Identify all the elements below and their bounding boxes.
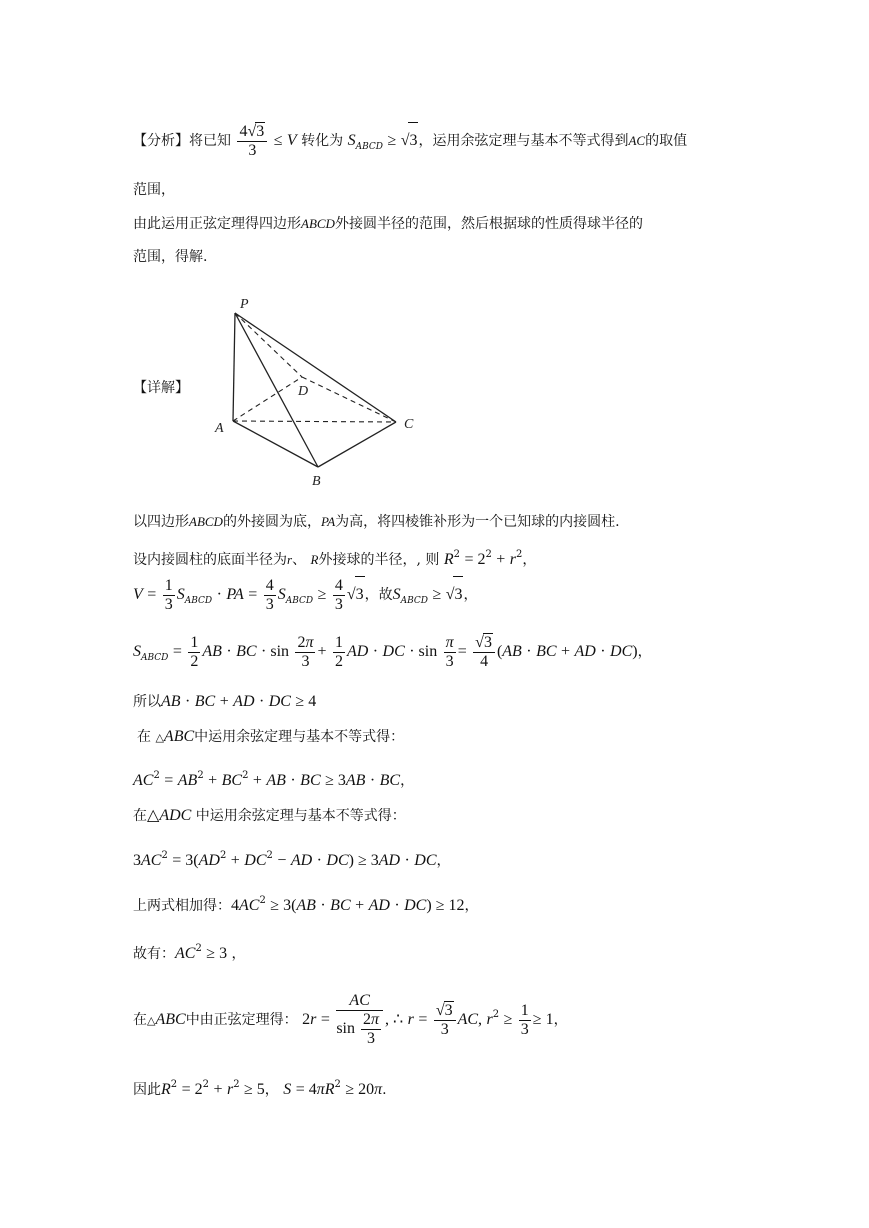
solution-line-1 (133, 512, 620, 532)
vertex-label-A: A (215, 421, 224, 436)
R-label: R (310, 552, 319, 567)
solution-line-9: $3AC^2 = 3(AD^2 + DC^2$ − AD · DC) ≥ 3AD · DC， (133, 850, 451, 869)
solution-text: 所以 (133, 694, 161, 710)
solution-line-11: 故有：$AC^2 \ge 3$ ， (133, 943, 246, 962)
detail-label: 【详解】 (133, 380, 189, 396)
solution-text: ， (553, 1012, 568, 1028)
pyramid-figure (210, 292, 430, 490)
analysis-line-1: 【分析】将已知 $\frac{4√3}{3}$ ≤ V 转化为 $S_{ABCD} \ge √3$，运用余弦定理与基本不等式得到AC的取值 (133, 123, 688, 159)
analysis-text: 的取值 (645, 133, 688, 149)
vertex-label-D: D (298, 384, 309, 399)
edge-PA (233, 313, 235, 421)
solution-line-5: 所以AB · BC + AD · DC ≥ 4 (133, 693, 317, 710)
solution-text: ， (400, 773, 415, 789)
solution-text: 因此 (133, 1082, 161, 1098)
solution-text: 在 (137, 729, 151, 745)
solution-text: ， (637, 644, 652, 660)
r-label: r (287, 552, 293, 567)
analysis-text: 外接圆半径的范围，然后根据球的性质得球半径的 (334, 216, 643, 232)
solution-text: ，故 (364, 587, 393, 603)
solution-line-12: 在△ABC中由正弦定理得： 2r = AC sin $\frac{2\pi}{3}$ , ∴ r = $\frac{√3}{3}$ AC, $r^2$ ≥ $\frac{1}{3}$ ≥ 1， (133, 992, 568, 1047)
analysis-text: ，运用余弦定理与基本不等式得到 (418, 133, 629, 149)
solution-text: . (382, 1082, 387, 1098)
edge-AD (233, 377, 302, 421)
edge-AC (233, 421, 396, 422)
solution-line-6: 在 △ABC中运用余弦定理与基本不等式得： (137, 728, 405, 745)
solution-text: ， (463, 587, 478, 603)
solution-text: 、 (292, 552, 307, 568)
pa-label: PA (320, 514, 336, 529)
analysis-line-2: 范围， (133, 182, 175, 198)
fraction-4sqrt3-over-3: $\frac{4√3}{3}$ (237, 122, 267, 160)
vertex-label-C: C (404, 417, 414, 432)
analysis-label: 【分析】 (133, 133, 189, 149)
solution-text: ， (231, 946, 246, 962)
solution-text: 中由正弦定理得： (185, 1012, 298, 1028)
solution-text: 在 (133, 1012, 147, 1028)
ac-label: AC (628, 133, 646, 148)
solution-text: ， (464, 898, 479, 914)
solution-line-10: 上两式相加得：$4AC^2 \ge 3(AB$ · BC + AD · DC) ≥ 12， (133, 895, 479, 914)
solution-text: 以四边形 (133, 514, 189, 530)
solution-line-8: 在△ADC 中运用余弦定理与基本不等式得： (133, 807, 406, 824)
edge-PC (235, 313, 396, 422)
analysis-line-4: 范围，得解. (133, 249, 208, 265)
analysis-text: 转化为 (301, 133, 344, 149)
solution-text: 故有： (133, 946, 175, 962)
solution-text: 中运用余弦定理与基本不等式得： (195, 808, 406, 824)
solution-text: ， (436, 853, 451, 869)
solution-text: ， (522, 552, 537, 568)
edge-DC (302, 377, 396, 422)
solution-text: 的外接圆为底， (222, 514, 321, 530)
analysis-line-3 (133, 214, 643, 234)
edge-BC (318, 422, 396, 467)
solution-line-7: $AC^2 = AB^2 + BC^2$ + AB · BC ≥ 3AB · BC， (133, 770, 415, 789)
solution-text: 上两式相加得： (133, 898, 231, 914)
solution-text: 外接球的半径，, 则 (318, 552, 440, 568)
solution-text: 为高，将四棱锥补形为一个已知球的内接圆柱. (335, 514, 620, 530)
solution-text: 在 (133, 808, 147, 824)
abcd-label: ABCD (301, 216, 335, 231)
solution-line-4: $S_{ABCD}$ = $\frac{1}{2}$ AB · BC · sin $\frac{2\pi}{3}$ + $\frac{1}{2}$ AD · DC · sin $\frac{\pi}{3}$ = $\frac{√3}{4}$ (AB · BC + AD · DC)， (133, 633, 652, 670)
analysis-text: 由此运用正弦定理得四边形 (133, 216, 301, 232)
vertex-label-B: B (312, 474, 321, 489)
solution-line-13: 因此$R^2 = 2^2 + r^2 \ge 5$， $S = 4\pi R^2 \ge 20\pi$. (133, 1079, 387, 1098)
solution-text: 中运用余弦定理与基本不等式得： (194, 729, 405, 745)
vertex-label-P: P (240, 297, 249, 312)
solution-line-2: 设内接圆柱的底面半径为r、 R外接球的半径，, 则 $R^2 = 2^2 + r^2$， (133, 549, 537, 568)
edge-PD (235, 313, 302, 377)
abcd-label: ABCD (189, 514, 223, 529)
analysis-text: 将已知 (189, 133, 231, 149)
solution-text: 设内接圆柱的底面半径为 (133, 552, 287, 568)
solution-line-3: V = $\frac{1}{3}$ $S_{ABCD}$ · PA = $\frac{4}{3}$ $S_{ABCD}$ ≥ $\frac{4}{3}$ √3，故$S_{ABCD} \ge √3$， (133, 576, 478, 613)
solution-text: ， (264, 1082, 279, 1098)
